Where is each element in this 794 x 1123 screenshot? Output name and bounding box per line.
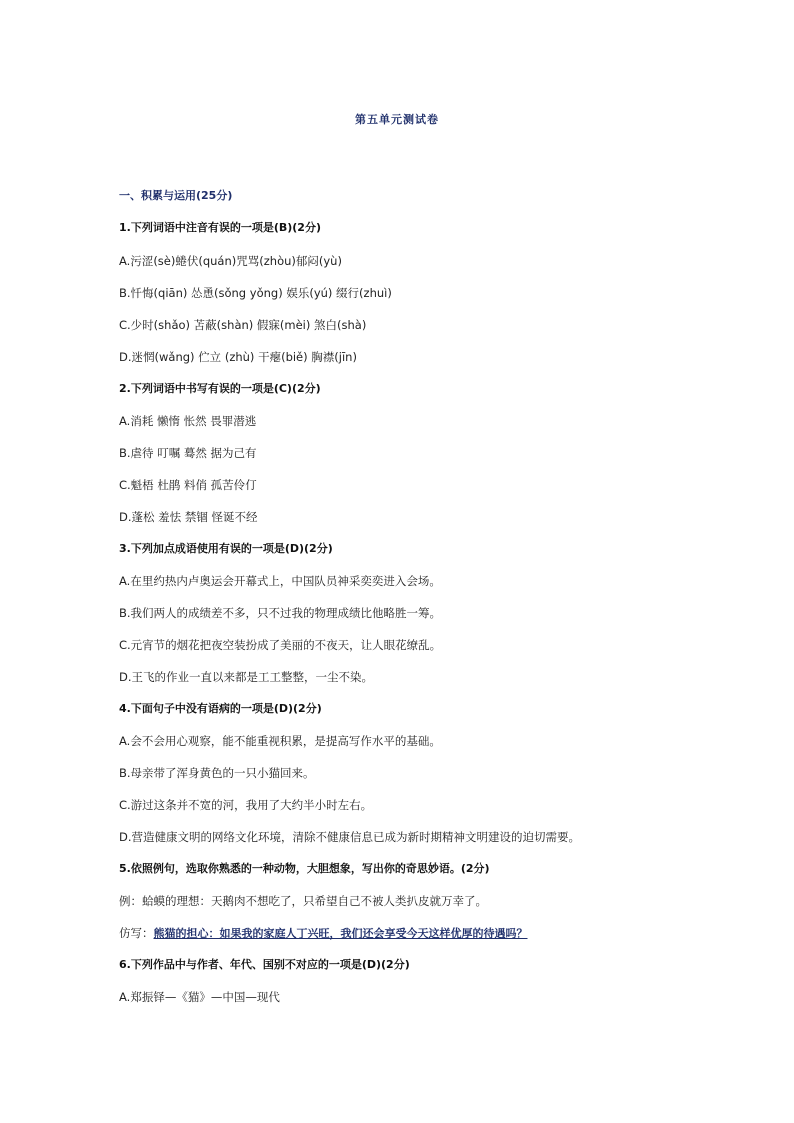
q2-option-c: C.魁梧 杜鹃 料俏 孤苦伶仃 — [119, 478, 257, 492]
question-6: 6.下列作品中与作者、年代、国别不对应的一项是(D)(2分) — [119, 958, 410, 971]
question-3: 3.下列加点成语使用有误的一项是(D)(2分) — [119, 542, 333, 555]
q3-option-b: B.我们两人的成绩差不多，只不过我的物理成绩比他略胜一筹。 — [119, 606, 442, 620]
q4-option-c: C.游过这条并不宽的河，我用了大约半小时左右。 — [119, 798, 373, 812]
q4-option-d: D.营造健康文明的网络文化环境，清除不健康信息已成为新时期精神文明建设的迫切需要。 — [119, 830, 581, 844]
q1-option-b: B.忏悔(qiān) 怂恿(sǒng yǒng) 娱乐(yú) 缀行(zhuì) — [119, 286, 392, 300]
q1-option-d: D.迷惘(wǎng) 伫立 (zhù) 干瘪(biě) 胸襟(jīn) — [119, 350, 357, 364]
q5-answer-text: 熊猫的担心：如果我的家庭人丁兴旺，我们还会享受今天这样优厚的待遇吗？ — [153, 927, 528, 940]
q2-option-d: D.蓬松 羞怯 禁锢 怪诞不经 — [119, 510, 258, 524]
q2-option-b: B.虐待 叮嘱 蓦然 据为己有 — [119, 446, 257, 460]
question-1: 1.下列词语中注音有误的一项是(B)(2分) — [119, 221, 321, 234]
q4-option-b: B.母亲带了浑身黄色的一只小猫回来。 — [119, 766, 315, 780]
page-title: 第五单元测试卷 — [355, 113, 439, 126]
question-5: 5.依照例句，选取你熟悉的一种动物，大胆想象，写出你的奇思妙语。(2分) — [119, 862, 490, 875]
q1-option-c: C.少时(shǎo) 苫蔽(shàn) 假寐(mèi) 煞白(shà) — [119, 318, 367, 332]
q2-option-a: A.消耗 懒惰 怅然 畏罪潜逃 — [119, 414, 257, 428]
q5-answer — [119, 925, 528, 942]
question-4: 4.下面句子中没有语病的一项是(D)(2分) — [119, 702, 322, 715]
q3-option-c: C.元宵节的烟花把夜空装扮成了美丽的不夜天，让人眼花缭乱。 — [119, 638, 442, 652]
q6-option-a: A.郑振铎—《猫》—中国—现代 — [119, 990, 280, 1004]
question-2: 2.下列词语中书写有误的一项是(C)(2分) — [119, 382, 321, 395]
q3-option-a: A.在里约热内卢奥运会开幕式上，中国队员神采奕奕进入会场。 — [119, 574, 441, 588]
section-heading: 一、积累与运用(25分) — [119, 189, 233, 202]
q5-example: 例：蛤蟆的理想：天鹅肉不想吃了，只希望自己不被人类扒皮就万幸了。 — [119, 894, 487, 908]
q4-option-a: A.会不会用心观察，能不能重视积累，是提高写作水平的基础。 — [119, 734, 441, 748]
q3-option-d: D.王飞的作业一直以来都是工工整整，一尘不染。 — [119, 670, 374, 684]
q1-option-a: A.污涩(sè)蜷伏(quán)咒骂(zhòu)郁闷(yù) — [119, 254, 342, 268]
q5-answer-label: 仿写： — [119, 926, 154, 940]
